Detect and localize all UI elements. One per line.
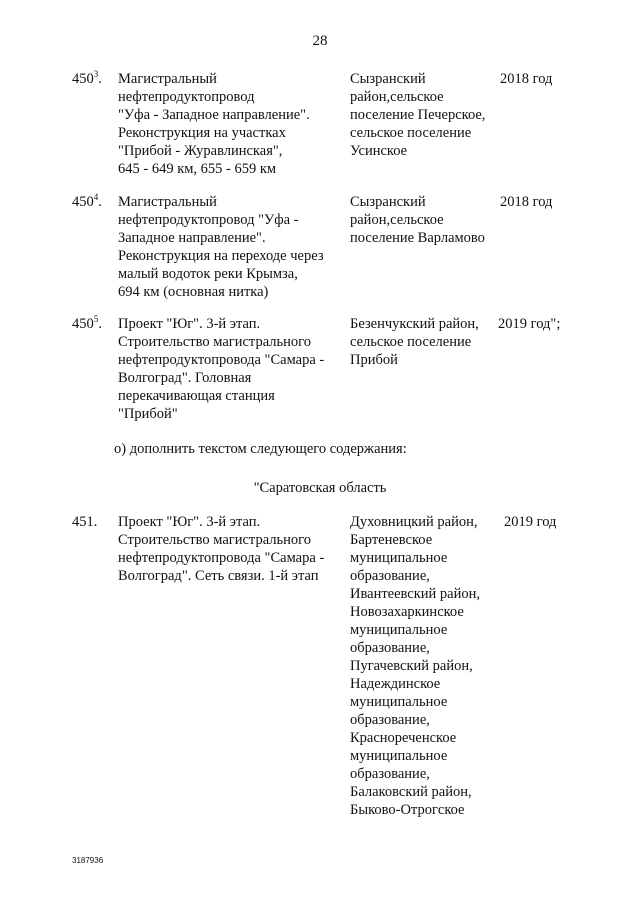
entry-number: $450^4$.	[72, 192, 102, 210]
entry-year: 2018 год	[500, 71, 553, 87]
entry-description: Проект "Юг". 3-й этап. Строительство магистрального нефтепродуктопровода "Самара - Волгоград". Сеть связи. 1-й этап	[118, 514, 325, 584]
entry-location: Безенчукский район, сельское поселение Прибой	[350, 316, 479, 368]
entry-location: Сызранский район,сельское поселение Варламово	[350, 194, 485, 246]
instruction-text: о) дополнить текстом следующего содержания:	[114, 441, 407, 457]
entry-year: 2018 год	[500, 194, 553, 210]
section-heading: "Саратовская область	[253, 480, 387, 496]
document-code: 3187936	[72, 856, 104, 865]
entry-number: $450^5$.	[72, 314, 102, 332]
entry-number: $450^3$.	[72, 69, 102, 87]
entry-location: Сызранский район,сельское поселение Печерское, сельское поселение Усинское	[350, 71, 486, 159]
entry-description: Магистральный нефтепродуктопровод "Уфа - Западное направление". Реконструкция на участках "Прибой - Журавлинская", 645 - 649 км, 655 - 659 км	[118, 71, 310, 177]
entry-year: 2019 год";	[498, 316, 561, 332]
entry-description: Магистральный нефтепродуктопровод "Уфа - Западное направление". Реконструкция на переходе через малый водоток реки Крымза, 694 км (основная нитка)	[118, 194, 324, 300]
entry-description: Проект "Юг". 3-й этап. Строительство магистрального нефтепродуктопровода "Самара - Волгоград". Головная перекачивающая станция "Прибой"	[118, 316, 325, 422]
page-number: 28	[312, 33, 328, 49]
entry-location: Духовницкий район, Бартеневское муниципальное образование, Ивантеевский район, Новозахаркинское муниципальное образование, Пугачевский район, Надеждинское муниципальное образование, Краснореченское муниципальное образование, Балаковский район, Быково-Отрогское	[350, 514, 480, 818]
entry-year: 2019 год	[504, 514, 557, 530]
entry-number: 451.	[72, 514, 98, 530]
